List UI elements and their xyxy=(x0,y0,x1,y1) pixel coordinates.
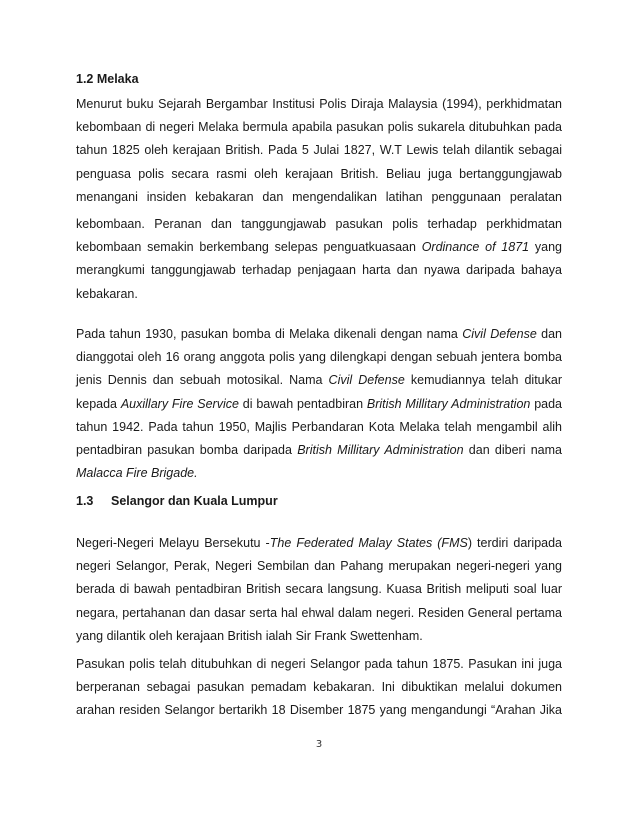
page-number: 3 xyxy=(315,739,323,750)
text-line: tahun 1942. Pada tahun 1950, Majlis Perbandaran Kota Melaka telah mengambil alih xyxy=(76,419,562,434)
text-line: kebakaran. xyxy=(76,286,138,301)
text-line: tahun 1825 oleh kerajaan British. Pada 5 Julai 1827, W.T Lewis telah dilantik sebagai xyxy=(76,143,562,158)
text-line: negeri Selangor, Perak, Negeri Sembilan dan Pahang merupakan negeri-negeri yang xyxy=(76,559,562,574)
text-line: jenis Dennis dan sebuah motosikal. Nama Civil Defense kemudiannya telah ditukar xyxy=(76,373,562,388)
text-line: berada di bawah pentadbiran British secara langsung. Kuasa British meliputi soal luar xyxy=(76,582,562,597)
text-line: Pasukan polis telah ditubuhkan di negeri Selangor pada tahun 1875. Pasukan ini juga xyxy=(76,657,562,671)
section-heading-melaka: 1.2 Melaka xyxy=(76,72,139,86)
paragraph-melaka-1 xyxy=(76,93,562,209)
text-line: pentadbiran pasukan bomba daripada British Millitary Administration dan diberi nama xyxy=(76,442,562,457)
text-line: berperanan sebagai pasukan pemadam kebakaran. Ini dibuktikan melalui dokumen xyxy=(76,680,562,695)
text-line: merangkumi tanggungjawab terhadap penjagaan harta dan nyawa daripada bahaya xyxy=(76,263,562,278)
paragraph-melaka-2 xyxy=(76,213,562,306)
text-line: arahan residen Selangor bertarikh 18 Disember 1875 yang mengandungi “Arahan Jika xyxy=(76,703,562,718)
text-line: kebombaan. Peranan dan tanggungjawab pasukan polis terhadap perkhidmatan xyxy=(76,217,562,231)
paragraph-selangor-2 xyxy=(76,653,562,723)
paragraph-melaka-3 xyxy=(76,323,562,485)
section-heading-selangor xyxy=(76,494,278,508)
text-line: penguasa polis secara rasmi oleh kerajaan British. Beliau juga bertanggungjawab xyxy=(76,166,562,181)
text-line: Malacca Fire Brigade. xyxy=(76,466,198,481)
text-line: kebombaan semakin berkembang selepas penguatkuasaan Ordinance of 1871 yang xyxy=(76,240,562,255)
text-line: kebombaan di negeri Melaka bermula apabila pasukan polis sukarela ditubuhkan pada xyxy=(76,120,562,135)
text-line: kepada Auxillary Fire Service di bawah pentadbiran British Millitary Administration pada xyxy=(76,396,562,411)
text-line: yang dilantik oleh kerajaan British ialah Sir Frank Swettenham. xyxy=(76,628,423,643)
text-line: dianggotai oleh 16 orang anggota polis yang dilengkapi dengan sebuah jentera bomba xyxy=(76,350,562,365)
text-line: menangani insiden kebakaran dan mengendalikan latihan penggunaan peralatan xyxy=(76,189,562,204)
text-line: negara, pertahanan dan dasar serta hal ehwal dalam negeri. Residen General pertama xyxy=(76,605,562,620)
text-line: Negeri-Negeri Melayu Bersekutu -The Federated Malay States (FMS) terdiri daripada xyxy=(76,536,563,550)
text-line: Pada tahun 1930, pasukan bomba di Melaka dikenali dengan nama Civil Defense dan xyxy=(76,327,562,341)
section-title: Selangor dan Kuala Lumpur xyxy=(111,494,278,508)
paragraph-selangor-1 xyxy=(76,532,562,648)
text-line: Menurut buku Sejarah Bergambar Institusi Polis Diraja Malaysia (1994), perkhidmatan xyxy=(76,97,562,111)
section-number: 1.3 xyxy=(76,494,94,508)
